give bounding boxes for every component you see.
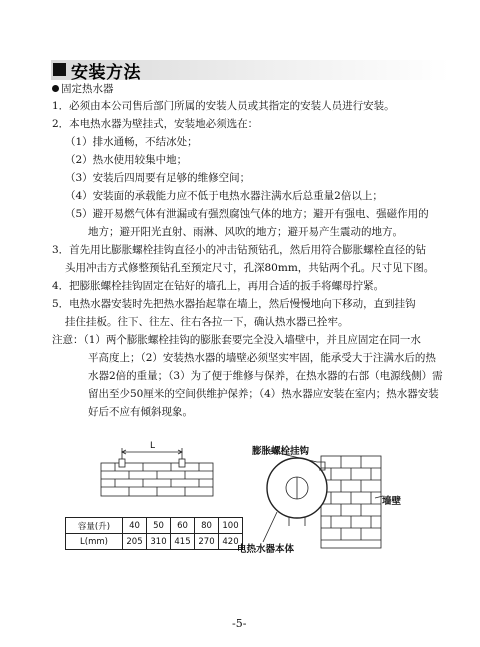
subheading: [52, 82, 114, 96]
callout-hook-label: 膨胀螺栓挂钩: [252, 446, 310, 457]
table-cell: 420: [219, 534, 243, 550]
body-line: （4）安装面的承载能力应不低于电热水器注满水后总重量2倍以上；: [65, 190, 383, 202]
body-line: 4．把膨胀螺栓挂钩固定在钻好的墙孔上，再用合适的扳手将螺母拧紧。: [52, 280, 385, 292]
body-line: 水器2倍的重量；（3）为了便于维修与保养，在热水器的右部（电源线侧）需: [88, 370, 443, 382]
dimension-label: L: [150, 441, 156, 451]
square-bullet-icon: [53, 63, 66, 76]
callout-wall-label: 墙壁: [382, 496, 402, 507]
body-line: 3．首先用比膨胀螺栓挂钩直径小的冲击钻预钻孔，然后用符合膨胀螺栓直径的钻: [52, 244, 427, 256]
section-title: 安装方法: [71, 63, 141, 83]
heater-installation-figure: [255, 450, 385, 550]
table-row-header: 容量(升): [66, 518, 123, 534]
table-cell: 100: [219, 518, 243, 534]
body-line: 注意：（1）两个膨胀螺栓挂钩的膨胀套要完全没入墙壁中，并且应固定在同一水: [52, 334, 421, 346]
table-row: [66, 534, 243, 550]
body-line: 留出至少50厘米的空间供维护保养；（4）热水器应安装在室内；热水器安装: [88, 388, 439, 400]
table-cell: 310: [147, 534, 171, 550]
page-number: -5-: [232, 617, 247, 630]
body-line: 2．本电热水器为壁挂式，安装地必须选在：: [52, 118, 259, 130]
body-line: （1）排水通畅，不结冰处；: [65, 136, 198, 148]
table-cell: 40: [123, 518, 147, 534]
body-line: 地方；避开阳光直射、雨淋、风吹的地方；避开易产生震动的地方。: [88, 226, 403, 238]
body-line: 平高度上；（2）安装热水器的墙壁必须坚实牢固，能承受大于注满水后的热: [88, 352, 436, 364]
table-cell: 60: [171, 518, 195, 534]
table-row: [66, 518, 243, 534]
capacity-spec-table: [65, 517, 243, 550]
body-line: 1．必须由本公司售后部门所属的安装人员或其指定的安装人员进行安装。: [52, 100, 395, 112]
body-line: 头用冲击方式修整预钻孔至预定尺寸，孔深80mm，共钻两个孔。尺寸见下图。: [65, 262, 435, 274]
body-line: （3）安装后四周要有足够的维修空间；: [65, 172, 251, 184]
table-cell: 50: [147, 518, 171, 534]
body-line: 挂住挂板。往下、往左、往右各拉一下，确认热水器已拴牢。: [65, 316, 349, 328]
table-cell: 205: [123, 534, 147, 550]
brick-wall-dimension-figure: [100, 445, 215, 497]
body-line: 5．电热水器安装时先把热水器抬起靠在墙上，然后慢慢地向下移动，直到挂钩: [52, 298, 416, 310]
callout-body-label: 电热水器本体: [237, 544, 295, 555]
body-line: （5）避开易燃气体有泄漏或有强烈腐蚀气体的地方；避开有强电、强磁作用的: [65, 208, 429, 220]
body-line: 好后不应有倾斜现象。: [88, 406, 193, 418]
table-cell: 270: [195, 534, 219, 550]
subheading-text: 固定热水器: [61, 83, 114, 95]
body-line: （2）热水使用较集中地；: [65, 154, 188, 166]
circle-bullet-icon: [52, 85, 59, 92]
table-cell: 415: [171, 534, 195, 550]
table-cell: 80: [195, 518, 219, 534]
table-row-header: L(mm): [66, 534, 123, 550]
section-header: [51, 60, 449, 83]
